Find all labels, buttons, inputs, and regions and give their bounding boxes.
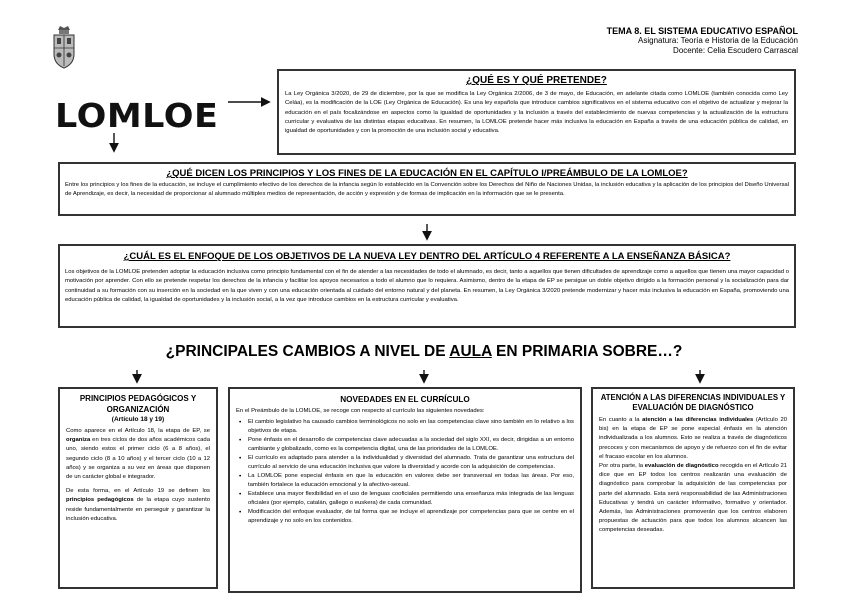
col3-p2-text-c: recogida en el Artículo 21 dice que en EP todos los centros realizarán una evaluación de diagnóstico para comprobar la adquisición de las competencias por parte del alumnado. Esta será responsabilidad de las Administraciones Educativas y tendrá un carácter informativo, formativo y orientador. Además, las Administraciones promoverán que los centros elaboren propuestas de actuación para que todos los alumnos alcancen las competencias deseadas. <box>599 463 787 534</box>
col1-subtitle: (Artículo 18 y 19) <box>111 416 165 423</box>
col1-p2-text-c: de la etapa cuyo sustento reside fundamentalmente en perseguir y garantizar la inclusión educativa. <box>66 497 210 522</box>
list-item: • El cambio legislativo ha causado cambios terminológicos no solo en las competencias clave sino también en lo relativo a los objetivos de etapa. <box>236 418 574 436</box>
col2-intro: En el Preámbulo de la LOMLOE, se recoge con respecto al currículo las siguientes novedades: <box>236 408 485 414</box>
col3-p2-bold: evaluación de diagnóstico <box>644 463 719 470</box>
que-es-body: La Ley Orgánica 3/2020, de 29 de diciembre, por la que se modifica la Ley Orgánica 2/2006, de 3 de mayo, de Educación, en adelante citada como LOMLOE (también conocida como Ley Celáa), es la modificación de la LOE (Ley Orgánica de Educación). Es una ley española que introduce cambios significativos en el sistema educativo con el objetivo de actualizar y mejorar la educación en el país focalizándose en aspectos como la igualdad de oportunidades y la inclusión a través del establecimiento de nuevas competencias y la actualización de la estructura curricular y evaluativa de las distintas etapas educativas. En resumen, la LOMLOE pretende hacer más inclusiva la educación en España a través de una educación pública de calidad, en igualdad de oportunidades y con la promoción de una inclusión social y educativa. <box>285 91 788 135</box>
teacher-line: Docente: Celia Escudero Carrascal <box>673 46 798 55</box>
list-item: • El currículo es adaptado para atender a la individualidad y diversidad del alumnado. Trata de garantizar una estructura del currículo al servicio de una educación inclusiva que valore la diversidad y acorde con la adquisición de competencias. <box>236 454 574 472</box>
list-item: • Pone énfasis en el desarrollo de competencias clave adecuadas a la sociedad del siglo XXI, es decir, dirigidas a un entorno cambiante y globalizado, como es la competencia digital, una de las prioridades de la LOMLOE. <box>236 436 574 454</box>
col3-p2-text-a: Por otra parte, la <box>599 463 645 470</box>
main-title-underlined: AULA <box>449 343 492 360</box>
novedades-list <box>236 418 574 526</box>
list-item: • Modificación del enfoque evaluador, de tal forma que se incluye el aprendizaje por competencias para que se centre en el aprendizaje y no solo en los contenidos. <box>236 508 574 526</box>
principios-box <box>58 162 796 216</box>
main-title-post: EN PRIMARIA SOBRE…? <box>491 343 683 360</box>
university-crest-icon <box>50 24 78 70</box>
main-title-pre: ¿PRINCIPALES CAMBIOS A NIVEL DE <box>165 343 450 360</box>
objetivos-box <box>58 244 796 328</box>
main-section-title <box>0 343 848 361</box>
list-item: • Establece una mayor flexibilidad en el uso de lenguas cooficiales permitiendo una enseñanza más integrada de las lenguas oficiales (por ejemplo, catalán, gallego o euskera) de cada comunidad. <box>236 490 574 508</box>
col1-p2-text-a: De esta forma, en el Artículo 19 se definen los <box>66 488 210 495</box>
col1-title: PRINCIPIOS PEDAGÓGICOS Y ORGANIZACIÓN <box>79 394 197 414</box>
novedades-curriculo-column <box>228 387 582 593</box>
lomloe-logo: LOMLOE <box>55 96 219 135</box>
col3-title: ATENCIÓN A LAS DIFERENCIAS INDIVIDUALES Y EVALUACIÓN DE DIAGNÓSTICO <box>600 393 786 412</box>
col1-paragraph-1 <box>66 427 210 482</box>
col3-p1-bold: atención a las diferencias individuales <box>642 417 754 423</box>
col2-title: NOVEDADES EN EL CURRÍCULO <box>340 395 470 404</box>
atencion-diferencias-column <box>591 387 795 589</box>
document-header <box>607 26 798 56</box>
list-item: • La LOMLOE pone especial énfasis en que la educación en valores debe ser transversal en todas las áreas. Por eso, también fortalece la educación emocional y la afectivo-sexual. <box>236 472 574 490</box>
col3-paragraph-1 <box>599 416 787 462</box>
topic-title: TEMA 8. EL SISTEMA EDUCATIVO ESPAÑOL <box>606 26 798 36</box>
subject-line: Asignatura: Teoría e Historia de la Educación <box>638 36 798 45</box>
principios-body: Entre los principios y los fines de la educación, se incluye el cumplimiento efectivo de los derechos de la infancia según lo establecido en la Convención sobre los Derechos del Niño de Naciones Unidas, la inclusión educativa y la aplicación de los principios del Diseño Universal de Aprendizaje, es decir, la necesidad de proporcionar al alumnado múltiples medios de representación, de acción y expresión y de formas de implicación en la información que se le presenta. <box>65 182 789 198</box>
objetivos-title: ¿CUÁL ES EL ENFOQUE DE LOS OBJETIVOS DE LA NUEVA LEY DENTRO DEL ARTÍCULO 4 REFERENTE A LA ENSEÑANZA BÁSICA? <box>123 251 731 262</box>
que-es-box <box>277 69 796 155</box>
col3-p1-text-c: (Artículo 20 bis) en la etapa de EP se pone especial énfasis en la atención individualizada a los alumnos. Esto se realiza a través de diagnósticos precoces y con mecanismos de apoyo y de refuerzo con el fin de evitar el fracaso escolar en los alumnos. <box>599 417 787 460</box>
principios-pedagogicos-column <box>58 387 218 589</box>
col1-p2-bold: principios pedagógicos <box>66 497 134 504</box>
col1-p1-text-a: Como aparece en el Artículo 18, la etapa de EP, se <box>66 428 210 434</box>
col3-paragraph-2 <box>599 462 787 536</box>
col3-p1-text-a: En cuanto a la <box>599 417 643 423</box>
col1-p1-text-c: en tres ciclos de dos años académicos cada uno, siendo estos el primer ciclo (6 a 8 años), el segundo ciclo (8 a 10 años) y el tercer ciclo (10 a 12 años) y se organiza a su vez en áreas que disponen de un carácter global e integrador. <box>66 437 210 481</box>
objetivos-body: Los objetivos de la LOMLOE pretenden adoptar la educación inclusiva como principio fundamental con el fin de atender a las necesidades de todo el alumnado, es decir, tanto a aquellos que tienen dificultades de aprendizaje como a aquellos que tienen una mayor capacidad o motivación por aprender. Con ello se pretende respetar los derechos de la infancia y facilitar los apoyos necesarios a todo el alumno que lo requiera. Asimismo, dentro de la etapa de EP se persigue un doble objetivo dirigido a la formación personal y la socialización para dar continuidad a su formación con su inserción en la sociedad en la que viven y con una educación orientada al cuidado del entorno natural y del planeta. En resumen, la Ley Orgánica 3/2020 pretende modernizar y hacer más inclusiva la educación en España, promoviendo una educación pública de calidad, la igualdad de oportunidades y la inclusión social, a la vez que introduce cambios en la estructura curricular y evaluativa. <box>65 269 789 303</box>
col1-p1-bold: organiza <box>66 437 91 444</box>
principios-title: ¿QUÉ DICEN LOS PRINCIPIOS Y LOS FINES DE LA EDUCACIÓN EN EL CAPÍTULO I/PREÁMBULO DE LA LOMLOE? <box>166 168 688 179</box>
que-es-title: ¿QUÉ ES Y QUÉ PRETENDE? <box>466 75 607 86</box>
col1-paragraph-2 <box>66 487 210 524</box>
